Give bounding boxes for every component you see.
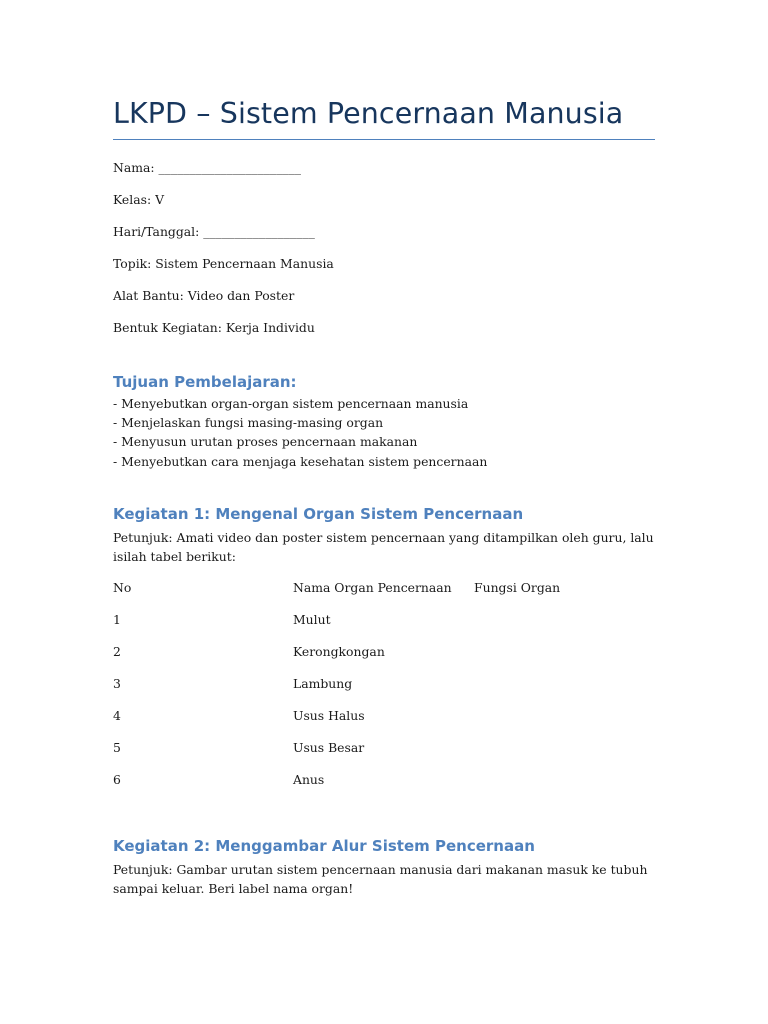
field-nama: Nama: _______________________	[113, 160, 301, 175]
table-cell-no: 5	[113, 740, 121, 755]
page-title: LKPD – Sistem Pencernaan Manusia	[113, 97, 624, 130]
table-cell-organ: Usus Halus	[293, 708, 365, 723]
table-cell-organ: Kerongkongan	[293, 644, 385, 659]
objective-item: - Menyusun urutan proses pencernaan makanan	[113, 434, 418, 449]
title-underline	[113, 139, 655, 140]
table-cell-organ: Usus Besar	[293, 740, 365, 755]
activity1-heading: Kegiatan 1: Mengenal Organ Sistem Pencernaan	[113, 505, 524, 523]
objective-item: - Menyebutkan cara menjaga kesehatan sistem pencernaan	[113, 454, 488, 469]
objective-item: - Menyebutkan organ-organ sistem pencernaan manusia	[113, 396, 469, 411]
field-hari-tanggal: Hari/Tanggal: __________________	[113, 224, 315, 239]
table-cell-no: 1	[113, 612, 121, 627]
table-header-no: No	[113, 580, 132, 595]
objective-item: - Menjelaskan fungsi masing-masing organ	[113, 415, 384, 430]
table-cell-organ: Anus	[293, 772, 325, 787]
table-cell-no: 2	[113, 644, 121, 659]
table-header-function: Fungsi Organ	[474, 580, 561, 595]
activity2-heading: Kegiatan 2: Menggambar Alur Sistem Pencernaan	[113, 837, 535, 855]
table-cell-no: 4	[113, 708, 121, 723]
objectives-heading: Tujuan Pembelajaran:	[113, 373, 297, 391]
field-bentuk-kegiatan: Bentuk Kegiatan: Kerja Individu	[113, 320, 315, 335]
table-cell-no: 6	[113, 772, 121, 787]
table-cell-no: 3	[113, 676, 121, 691]
activity2-instruction: Petunjuk: Gambar urutan sistem pencernaan manusia dari makanan masuk ke tubuh sampai keluar. Beri label nama organ!	[113, 862, 648, 896]
table-cell-organ: Lambung	[293, 676, 353, 691]
table-header-organ: Nama Organ Pencernaan	[293, 580, 452, 595]
field-topik: Topik: Sistem Pencernaan Manusia	[113, 256, 334, 271]
field-kelas: Kelas: V	[113, 192, 165, 207]
table-cell-organ: Mulut	[293, 612, 331, 627]
activity1-instruction: Petunjuk: Amati video dan poster sistem pencernaan yang ditampilkan oleh guru, lalu isilah tabel berikut:	[113, 530, 654, 564]
field-alat-bantu: Alat Bantu: Video dan Poster	[113, 288, 295, 303]
